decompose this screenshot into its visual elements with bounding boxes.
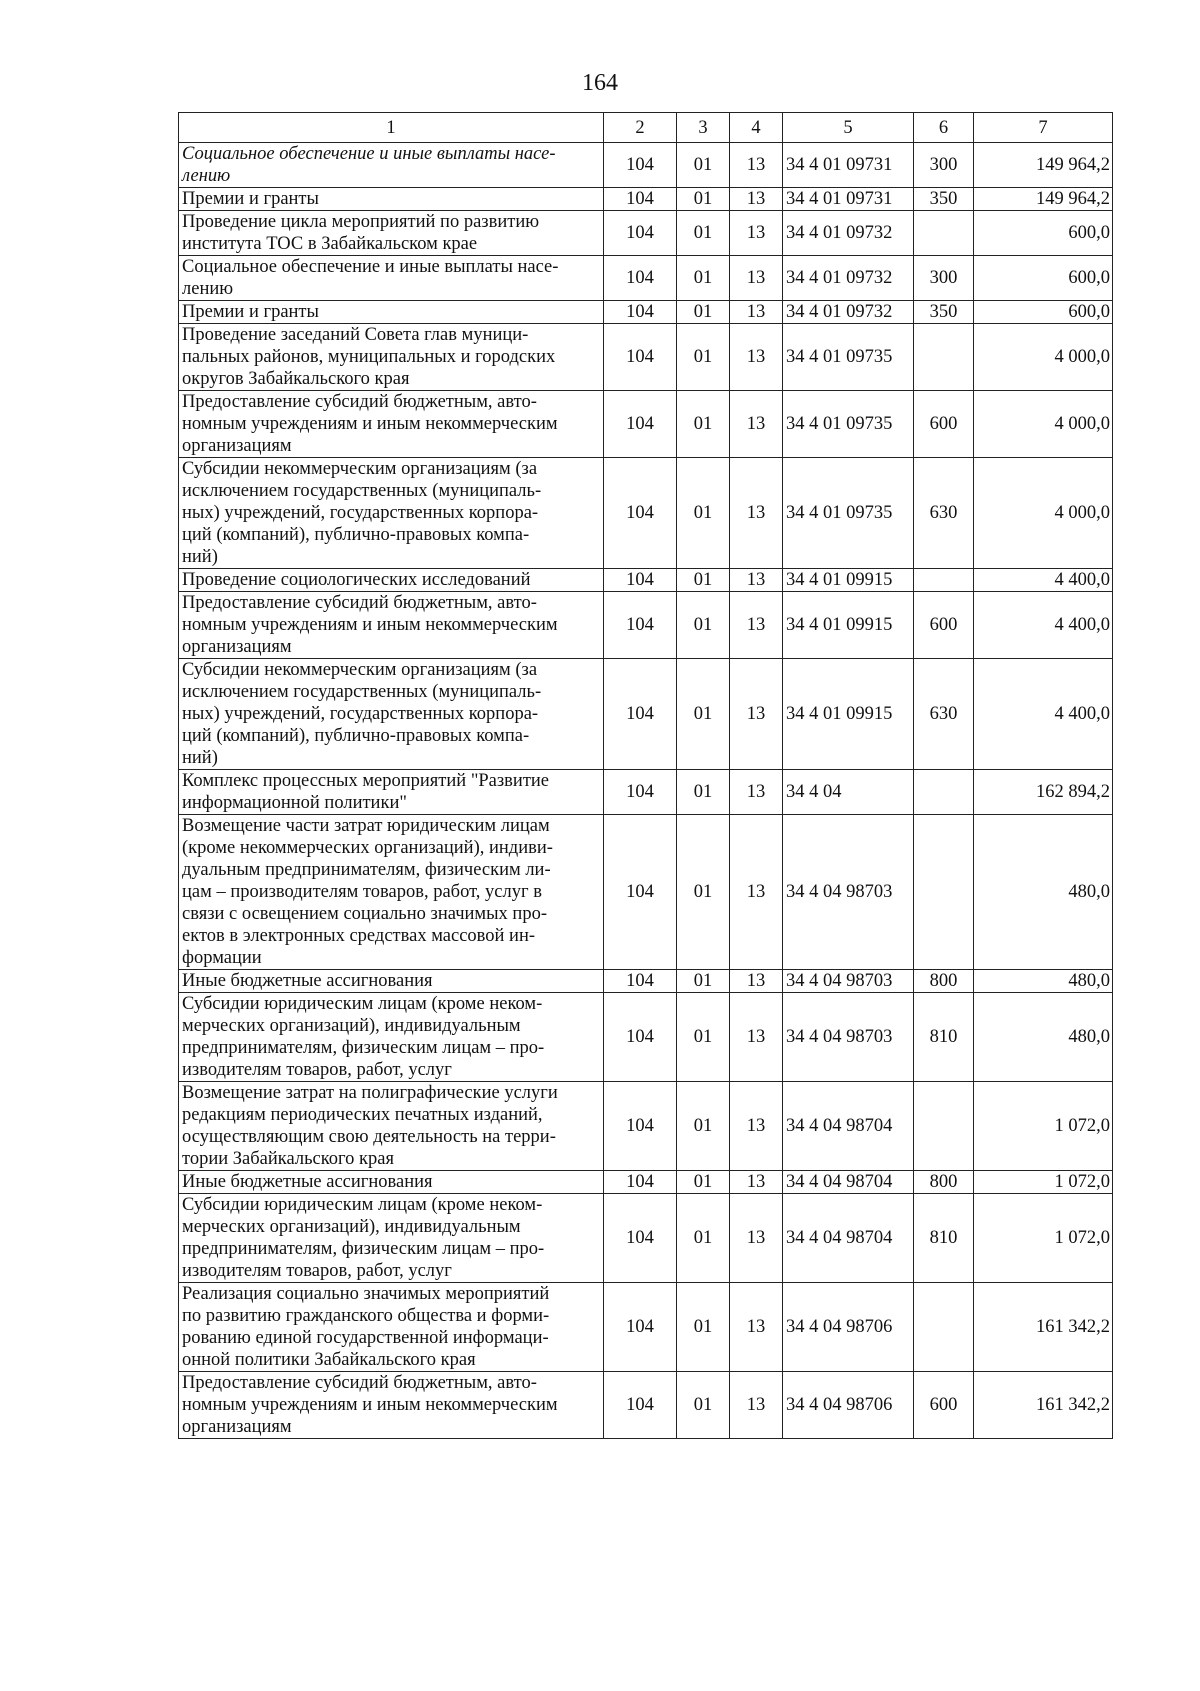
col-7-amount-cell: 4 000,0 [974, 458, 1113, 569]
col-2-cell: 104 [604, 970, 677, 993]
col-6-cell [914, 569, 974, 592]
col-5-code-cell: 34 4 04 98704 [783, 1194, 914, 1283]
table-header-row [179, 113, 1113, 143]
col-7-amount-cell: 162 894,2 [974, 770, 1113, 815]
table-row [179, 1283, 1113, 1372]
description-line: цам – производителям товаров, работ, услуг в [182, 882, 542, 902]
description-line: организациям [182, 637, 292, 657]
col-6-cell [914, 324, 974, 391]
description-line: изводителям товаров, работ, услуг [182, 1060, 452, 1080]
col-4-cell: 13 [730, 301, 783, 324]
col-6-cell [914, 815, 974, 970]
header-cell: 5 [783, 113, 914, 143]
col-2-cell: 104 [604, 324, 677, 391]
col-4-cell: 13 [730, 391, 783, 458]
col-5-code-cell: 34 4 04 98703 [783, 970, 914, 993]
col-4-cell: 13 [730, 993, 783, 1082]
col-3-cell: 01 [677, 993, 730, 1082]
col-3-cell: 01 [677, 324, 730, 391]
description-line: по развитию гражданского общества и форми- [182, 1306, 550, 1326]
col-5-code-cell: 34 4 01 09732 [783, 211, 914, 256]
description-line: Предоставление субсидий бюджетным, авто- [182, 392, 537, 412]
col-6-cell [914, 770, 974, 815]
description-line: мерческих организаций), индивидуальным [182, 1217, 521, 1237]
description-line: Социальное обеспечение и иные выплаты насе- [182, 144, 556, 164]
col-2-cell: 104 [604, 143, 677, 188]
row-description [179, 301, 604, 324]
description-line: Проведение цикла мероприятий по развитию [182, 212, 540, 232]
table-row [179, 188, 1113, 211]
col-3-cell: 01 [677, 815, 730, 970]
table-row [179, 993, 1113, 1082]
col-2-cell: 104 [604, 1171, 677, 1194]
col-2-cell: 104 [604, 301, 677, 324]
col-4-cell: 13 [730, 659, 783, 770]
row-description [179, 1372, 604, 1439]
col-7-amount-cell: 161 342,2 [974, 1283, 1113, 1372]
table-row [179, 1194, 1113, 1283]
col-4-cell: 13 [730, 970, 783, 993]
table-row [179, 1082, 1113, 1171]
col-5-code-cell: 34 4 01 09732 [783, 256, 914, 301]
description-line: предпринимателям, физическим лицам – про- [182, 1038, 545, 1058]
col-7-amount-cell: 4 400,0 [974, 659, 1113, 770]
description-line: ций (компаний), публично-правовых компа- [182, 525, 530, 545]
row-description [179, 1171, 604, 1194]
col-6-cell: 600 [914, 592, 974, 659]
row-description [179, 993, 604, 1082]
table-row [179, 569, 1113, 592]
col-4-cell: 13 [730, 256, 783, 301]
budget-table-container [178, 112, 1113, 1439]
col-7-amount-cell: 149 964,2 [974, 188, 1113, 211]
description-line: организациям [182, 1417, 292, 1437]
header-cell: 1 [179, 113, 604, 143]
col-7-amount-cell: 4 400,0 [974, 592, 1113, 659]
description-line: Предоставление субсидий бюджетным, авто- [182, 593, 537, 613]
table-row [179, 458, 1113, 569]
table-row [179, 970, 1113, 993]
row-description [179, 391, 604, 458]
table-row [179, 815, 1113, 970]
col-7-amount-cell: 480,0 [974, 993, 1113, 1082]
header-cell: 7 [974, 113, 1113, 143]
header-cell: 3 [677, 113, 730, 143]
row-description [179, 256, 604, 301]
header-cell: 2 [604, 113, 677, 143]
description-line: предпринимателям, физическим лицам – про- [182, 1239, 545, 1259]
row-description [179, 188, 604, 211]
table-row [179, 391, 1113, 458]
table-body [179, 143, 1113, 1439]
col-7-amount-cell: 1 072,0 [974, 1171, 1113, 1194]
row-description [179, 458, 604, 569]
col-7-amount-cell: 1 072,0 [974, 1082, 1113, 1171]
col-7-amount-cell: 4 400,0 [974, 569, 1113, 592]
description-line: Предоставление субсидий бюджетным, авто- [182, 1373, 537, 1393]
row-description [179, 1283, 604, 1372]
table-row [179, 324, 1113, 391]
description-line: исключением государственных (муниципаль- [182, 682, 542, 702]
col-7-amount-cell: 149 964,2 [974, 143, 1113, 188]
table-row [179, 1372, 1113, 1439]
description-line: ций (компаний), публично-правовых компа- [182, 726, 530, 746]
description-line: редакциям периодических печатных изданий, [182, 1105, 543, 1125]
col-3-cell: 01 [677, 188, 730, 211]
description-line: Субсидии некоммерческим организациям (за [182, 459, 538, 479]
description-line: лению [182, 166, 231, 186]
col-7-amount-cell: 4 000,0 [974, 391, 1113, 458]
col-5-code-cell: 34 4 01 09915 [783, 592, 914, 659]
col-4-cell: 13 [730, 324, 783, 391]
row-description [179, 569, 604, 592]
col-7-amount-cell: 480,0 [974, 815, 1113, 970]
col-5-code-cell: 34 4 01 09731 [783, 188, 914, 211]
row-description [179, 592, 604, 659]
table-row [179, 301, 1113, 324]
description-line: номным учреждениям и иным некоммерческим [182, 414, 558, 434]
col-4-cell: 13 [730, 458, 783, 569]
col-3-cell: 01 [677, 143, 730, 188]
col-6-cell [914, 211, 974, 256]
description-line: дуальным предпринимателям, физическим ли- [182, 860, 551, 880]
col-6-cell: 600 [914, 1372, 974, 1439]
col-2-cell: 104 [604, 815, 677, 970]
col-2-cell: 104 [604, 770, 677, 815]
col-5-code-cell: 34 4 01 09732 [783, 301, 914, 324]
description-line: Социальное обеспечение и иные выплаты насе- [182, 257, 559, 277]
description-line: формации [182, 948, 262, 968]
col-2-cell: 104 [604, 211, 677, 256]
description-line: Иные бюджетные ассигнования [182, 971, 433, 991]
col-2-cell: 104 [604, 1194, 677, 1283]
header-cell: 4 [730, 113, 783, 143]
row-description [179, 324, 604, 391]
description-line: ний) [182, 547, 218, 567]
col-6-cell: 300 [914, 256, 974, 301]
description-line: округов Забайкальского края [182, 369, 410, 389]
description-line: Проведение заседаний Совета глав муници- [182, 325, 529, 345]
description-line: Возмещение части затрат юридическим лицам [182, 816, 550, 836]
description-line: Субсидии юридическим лицам (кроме неком- [182, 1195, 543, 1215]
col-2-cell: 104 [604, 391, 677, 458]
col-6-cell: 810 [914, 1194, 974, 1283]
col-4-cell: 13 [730, 211, 783, 256]
col-5-code-cell: 34 4 01 09735 [783, 324, 914, 391]
col-6-cell: 800 [914, 1171, 974, 1194]
col-3-cell: 01 [677, 592, 730, 659]
col-4-cell: 13 [730, 592, 783, 659]
header-cell: 6 [914, 113, 974, 143]
description-line: ектов в электронных средствах массовой ин- [182, 926, 535, 946]
col-3-cell: 01 [677, 211, 730, 256]
col-4-cell: 13 [730, 1283, 783, 1372]
description-line: номным учреждениям и иным некоммерческим [182, 615, 558, 635]
description-line: ных) учреждений, государственных корпора- [182, 704, 539, 724]
row-description [179, 1082, 604, 1171]
description-line: тории Забайкальского края [182, 1149, 394, 1169]
description-line: мерческих организаций), индивидуальным [182, 1016, 521, 1036]
row-description [179, 970, 604, 993]
col-2-cell: 104 [604, 188, 677, 211]
col-7-amount-cell: 4 000,0 [974, 324, 1113, 391]
col-2-cell: 104 [604, 993, 677, 1082]
col-4-cell: 13 [730, 143, 783, 188]
col-4-cell: 13 [730, 1082, 783, 1171]
description-line: Проведение социологических исследований [182, 570, 531, 590]
description-line: исключением государственных (муниципаль- [182, 481, 542, 501]
col-7-amount-cell: 600,0 [974, 256, 1113, 301]
col-5-code-cell: 34 4 01 09731 [783, 143, 914, 188]
description-line: изводителям товаров, работ, услуг [182, 1261, 452, 1281]
col-3-cell: 01 [677, 1082, 730, 1171]
col-3-cell: 01 [677, 391, 730, 458]
col-4-cell: 13 [730, 770, 783, 815]
col-5-code-cell: 34 4 01 09915 [783, 659, 914, 770]
description-line: номным учреждениям и иным некоммерческим [182, 1395, 558, 1415]
col-5-code-cell: 34 4 04 98706 [783, 1372, 914, 1439]
description-line: Иные бюджетные ассигнования [182, 1172, 433, 1192]
col-2-cell: 104 [604, 1372, 677, 1439]
col-5-code-cell: 34 4 04 98704 [783, 1082, 914, 1171]
col-2-cell: 104 [604, 569, 677, 592]
page-number: 164 [582, 70, 618, 96]
col-3-cell: 01 [677, 256, 730, 301]
col-2-cell: 104 [604, 458, 677, 569]
col-2-cell: 104 [604, 256, 677, 301]
description-line: рованию единой государственной информаци- [182, 1328, 549, 1348]
col-4-cell: 13 [730, 569, 783, 592]
description-line: Субсидии некоммерческим организациям (за [182, 660, 538, 680]
col-3-cell: 01 [677, 458, 730, 569]
description-line: Реализация социально значимых мероприятий [182, 1284, 550, 1304]
col-4-cell: 13 [730, 1372, 783, 1439]
row-description [179, 770, 604, 815]
col-5-code-cell: 34 4 01 09915 [783, 569, 914, 592]
col-3-cell: 01 [677, 301, 730, 324]
col-4-cell: 13 [730, 1171, 783, 1194]
description-line: Комплекс процессных мероприятий "Развитие [182, 771, 550, 791]
col-2-cell: 104 [604, 659, 677, 770]
description-line: (кроме некоммерческих организаций), индиви- [182, 838, 553, 858]
col-5-code-cell: 34 4 04 [783, 770, 914, 815]
col-3-cell: 01 [677, 1283, 730, 1372]
description-line: организациям [182, 436, 292, 456]
table-row [179, 659, 1113, 770]
table-row [179, 1171, 1113, 1194]
col-6-cell [914, 1283, 974, 1372]
col-6-cell: 630 [914, 458, 974, 569]
description-line: осуществляющим свою деятельность на терри- [182, 1127, 556, 1147]
description-line: Возмещение затрат на полиграфические услуги [182, 1083, 558, 1103]
col-5-code-cell: 34 4 04 98706 [783, 1283, 914, 1372]
col-6-cell: 350 [914, 188, 974, 211]
col-5-code-cell: 34 4 04 98704 [783, 1171, 914, 1194]
col-7-amount-cell: 480,0 [974, 970, 1113, 993]
col-5-code-cell: 34 4 01 09735 [783, 458, 914, 569]
col-6-cell [914, 1082, 974, 1171]
col-3-cell: 01 [677, 1372, 730, 1439]
row-description [179, 211, 604, 256]
description-line: Премии и гранты [182, 189, 319, 209]
col-5-code-cell: 34 4 04 98703 [783, 815, 914, 970]
col-4-cell: 13 [730, 188, 783, 211]
col-3-cell: 01 [677, 970, 730, 993]
col-6-cell: 350 [914, 301, 974, 324]
col-7-amount-cell: 600,0 [974, 301, 1113, 324]
col-7-amount-cell: 161 342,2 [974, 1372, 1113, 1439]
col-6-cell: 800 [914, 970, 974, 993]
col-2-cell: 104 [604, 1283, 677, 1372]
col-3-cell: 01 [677, 770, 730, 815]
description-line: пальных районов, муниципальных и городских [182, 347, 556, 367]
row-description [179, 143, 604, 188]
description-line: онной политики Забайкальского края [182, 1350, 476, 1370]
col-4-cell: 13 [730, 815, 783, 970]
table-row [179, 143, 1113, 188]
col-4-cell: 13 [730, 1194, 783, 1283]
description-line: информационной политики" [182, 793, 407, 813]
col-7-amount-cell: 1 072,0 [974, 1194, 1113, 1283]
col-6-cell: 810 [914, 993, 974, 1082]
col-2-cell: 104 [604, 592, 677, 659]
col-3-cell: 01 [677, 569, 730, 592]
col-6-cell: 600 [914, 391, 974, 458]
description-line: Премии и гранты [182, 302, 319, 322]
col-5-code-cell: 34 4 01 09735 [783, 391, 914, 458]
description-line: института ТОС в Забайкальском крае [182, 234, 478, 254]
table-row [179, 592, 1113, 659]
col-5-code-cell: 34 4 04 98703 [783, 993, 914, 1082]
col-3-cell: 01 [677, 659, 730, 770]
description-line: лению [182, 279, 234, 299]
col-3-cell: 01 [677, 1171, 730, 1194]
col-3-cell: 01 [677, 1194, 730, 1283]
description-line: Субсидии юридическим лицам (кроме неком- [182, 994, 543, 1014]
col-6-cell: 630 [914, 659, 974, 770]
col-6-cell: 300 [914, 143, 974, 188]
budget-table [178, 112, 1113, 1439]
table-row [179, 211, 1113, 256]
col-2-cell: 104 [604, 1082, 677, 1171]
row-description [179, 659, 604, 770]
table-row [179, 256, 1113, 301]
description-line: связи с освещением социально значимых про- [182, 904, 547, 924]
table-row [179, 770, 1113, 815]
description-line: ных) учреждений, государственных корпора- [182, 503, 539, 523]
description-line: ний) [182, 748, 218, 768]
col-7-amount-cell: 600,0 [974, 211, 1113, 256]
row-description [179, 1194, 604, 1283]
row-description [179, 815, 604, 970]
